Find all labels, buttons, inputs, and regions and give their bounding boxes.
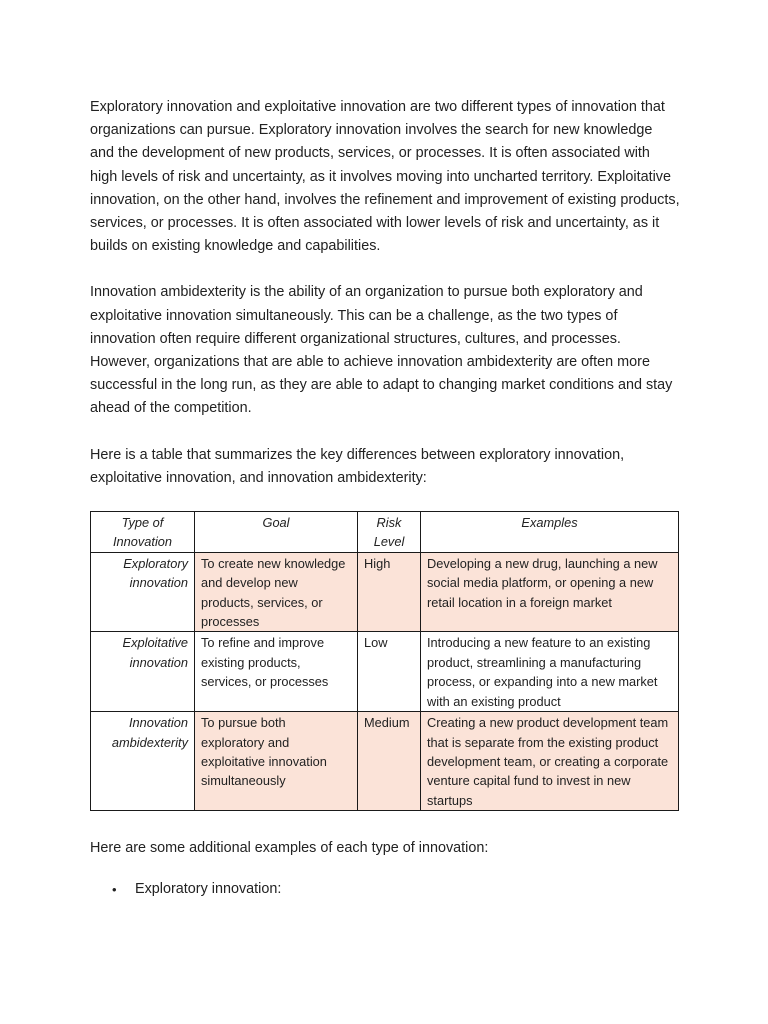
intro-paragraph: Exploratory innovation and exploitative innovation are two different types of innovation that organizations can pursue. Exploratory innovation involves the search for new knowledge and the development of new products, services, or processes. It is often associated with high levels of risk and uncertainty, as it involves moving into uncharted territory. Exploitative innovation, on the other hand, involves the refinement and improvement of existing products, services, or processes. It is often associated with lower levels of risk and uncertainty, as it builds on existing knowledge and capabilities. xyxy=(90,99,680,255)
cell-type: Exploratory innovation xyxy=(91,552,195,632)
cell-examples: Creating a new product development team that is separate from the existing product development team, or creating a corporate venture capital fund to invest in new startups xyxy=(421,712,679,811)
document-page xyxy=(90,96,680,902)
list-item-label: Exploratory innovation: xyxy=(135,881,282,898)
cell-type: Exploitative innovation xyxy=(91,632,195,712)
cell-type: Innovation ambidexterity xyxy=(91,712,195,811)
header-risk: Risk Level xyxy=(358,512,421,553)
header-goal: Goal xyxy=(195,512,358,553)
table-header-row xyxy=(91,512,679,553)
cell-goal: To refine and improve existing products, services, or processes xyxy=(195,632,358,712)
table-intro-paragraph: Here is a table that summarizes the key differences between exploratory innovation, exploitative innovation, and innovation ambidexterity: xyxy=(90,446,625,486)
cell-goal: To pursue both exploratory and exploitative innovation simultaneously xyxy=(195,712,358,811)
table-row xyxy=(91,632,679,712)
examples-list xyxy=(90,878,680,901)
cell-goal: To create new knowledge and develop new products, services, or processes xyxy=(195,552,358,632)
cell-risk: Medium xyxy=(358,712,421,811)
header-type: Type of Innovation xyxy=(91,512,195,553)
cell-risk: Low xyxy=(358,632,421,712)
ambidexterity-paragraph: Innovation ambidexterity is the ability of an organization to pursue both exploratory and exploitative innovation simultaneously. This can be a challenge, as the two types of innovation often require different organizational structures, cultures, and processes. However, organizations that are able to achieve innovation ambidexterity are often more successful in the long run, as they are able to adapt to changing market conditions and stay ahead of the competition. xyxy=(90,284,673,417)
header-examples: Examples xyxy=(421,512,679,553)
table-row xyxy=(91,712,679,811)
list-item xyxy=(90,878,680,901)
cell-examples: Developing a new drug, launching a new social media platform, or opening a new retail location in a foreign market xyxy=(421,552,679,632)
cell-examples: Introducing a new feature to an existing product, streamlining a manufacturing process, or expanding into a new market with an existing product xyxy=(421,632,679,712)
examples-intro-paragraph: Here are some additional examples of each type of innovation: xyxy=(90,840,489,857)
bullet-icon: • xyxy=(112,882,117,898)
innovation-summary-table xyxy=(90,511,679,811)
table-row xyxy=(91,552,679,632)
cell-risk: High xyxy=(358,552,421,632)
